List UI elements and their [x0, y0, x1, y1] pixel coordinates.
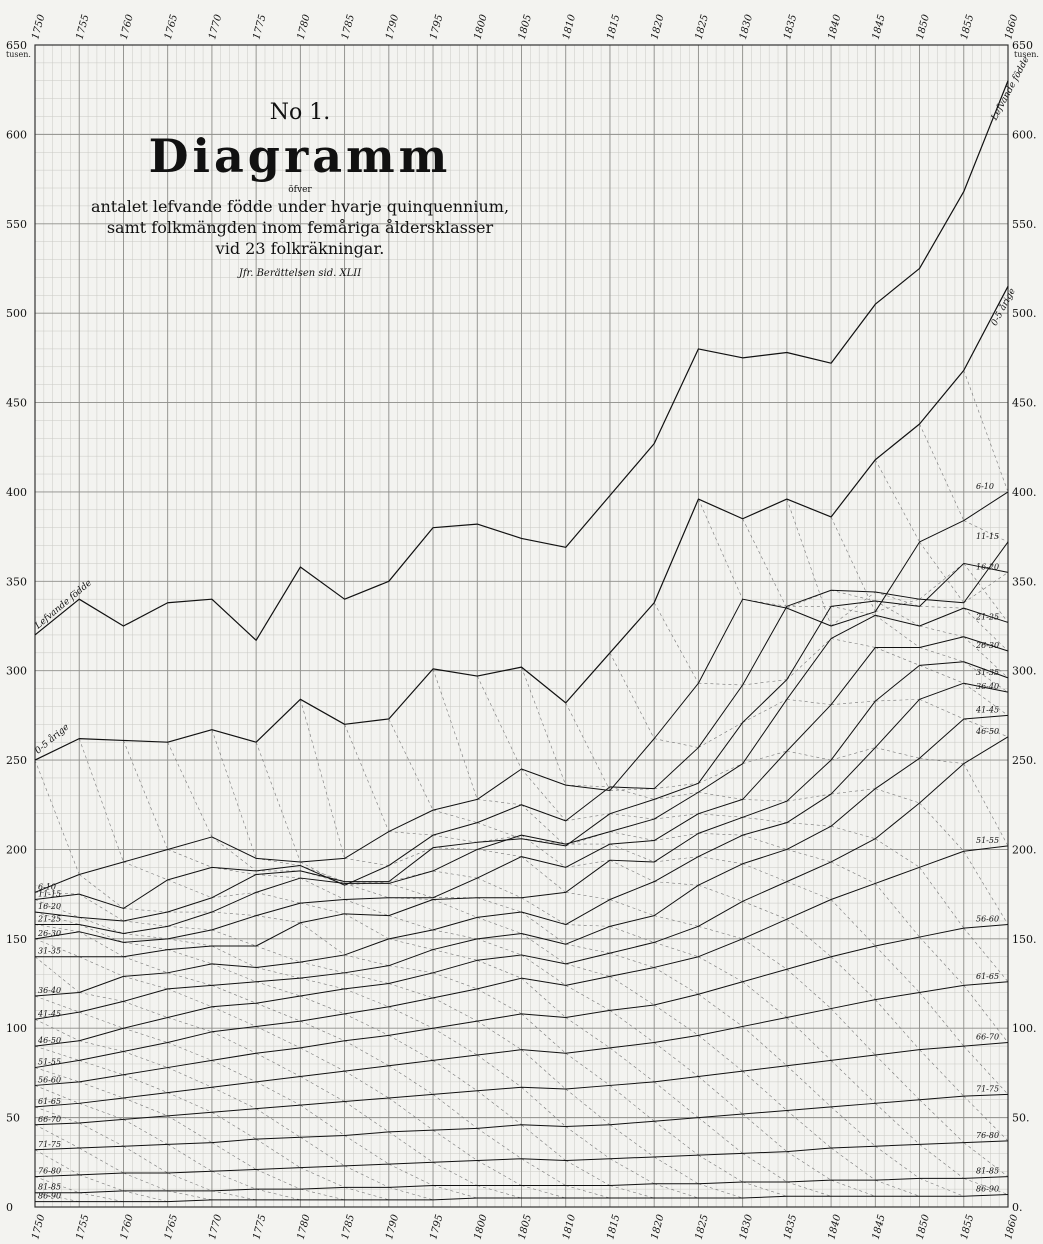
- series-label-left: 36-40: [38, 986, 62, 996]
- x-tick-label: 1765: [162, 13, 181, 41]
- x-tick-label: 1790: [384, 1213, 402, 1241]
- series-label-right: 21-25: [976, 612, 1000, 622]
- x-tick-label: 1795: [428, 13, 446, 41]
- series-label-left: 86-90: [38, 1191, 62, 1201]
- diagram-title: Diagramm: [148, 129, 452, 183]
- y-tick-label: 200: [6, 843, 27, 857]
- y-tick-label: 350.: [1012, 575, 1037, 589]
- y-tick-label: 400: [6, 485, 27, 499]
- x-tick-label: 1840: [826, 13, 844, 41]
- y-tick-label: 0.: [1012, 1201, 1023, 1214]
- y-tick-label: 150.: [1012, 932, 1037, 946]
- series-label-right: 81-85: [976, 1166, 1000, 1176]
- x-tick-label: 1805: [516, 1213, 534, 1241]
- series-label-left: 6-10: [38, 882, 56, 892]
- series-label-left: 26-30: [38, 928, 62, 938]
- series-label-right: 61-65: [976, 971, 1000, 981]
- series-label-left: 71-75: [38, 1139, 62, 1149]
- x-tick-label: 1850: [914, 1213, 933, 1241]
- x-tick-label: 1805: [516, 13, 534, 41]
- x-tick-label: 1820: [649, 13, 667, 41]
- x-tick-label: 1825: [693, 1213, 711, 1241]
- reference-note: Jfr. Berättelsen sid. XLII: [238, 268, 362, 279]
- subtitle-line-3: vid 23 folkräkningar.: [215, 239, 385, 258]
- series-label-left: 76-80: [38, 1166, 62, 1176]
- series-label-right: 41-45: [976, 705, 1000, 715]
- y-tick-label: 300.: [1012, 664, 1037, 678]
- series-label-right: 36-40: [976, 682, 1000, 692]
- x-tick-label: 1830: [737, 1213, 756, 1241]
- y-tick-label: 150: [6, 932, 27, 946]
- series-label-right: 11-15: [976, 531, 1000, 541]
- x-tick-label: 1845: [870, 13, 888, 41]
- x-tick-label: 1840: [826, 1213, 844, 1241]
- x-tick-label: 1760: [118, 13, 136, 41]
- x-tick-label: 1770: [207, 13, 225, 41]
- y-tick-label: 650: [6, 39, 27, 52]
- series-label-right: 76-80: [976, 1130, 1000, 1140]
- title-ofver: öfver: [288, 185, 312, 195]
- series-label-left: 21-25: [38, 914, 62, 924]
- series-label-left: 31-35: [38, 946, 62, 956]
- series-label-right: 6-10: [976, 481, 994, 491]
- y-tick-label: 450: [6, 396, 27, 410]
- subtitle-line-2: samt folkmängden inom femåriga åldersklasser: [106, 218, 494, 237]
- y-tick-label: 650: [1012, 39, 1033, 52]
- x-tick-label: 1820: [649, 1213, 667, 1241]
- x-tick-label: 1855: [959, 1213, 977, 1241]
- x-tick-label: 1800: [472, 1213, 490, 1241]
- x-tick-label: 1775: [251, 13, 269, 41]
- x-tick-label: 1790: [384, 13, 402, 41]
- x-tick-label: 1755: [74, 1213, 92, 1241]
- series-label-left: 0-5 årige: [33, 722, 72, 757]
- series-label-left: 61-65: [38, 1096, 62, 1106]
- series-label-left: 51-55: [38, 1057, 62, 1067]
- x-tick-label: 1750: [30, 1213, 48, 1241]
- y-tick-label: 550.: [1012, 217, 1037, 231]
- y-tick-label: 100: [6, 1022, 27, 1036]
- series-label-left: 56-60: [38, 1075, 62, 1085]
- y-tick-label: 350: [6, 575, 27, 589]
- x-tick-label: 1800: [472, 13, 490, 41]
- diagram-number: No 1.: [269, 100, 331, 125]
- series-label-right: 46-50: [976, 726, 1000, 736]
- y-tick-label: 400.: [1012, 485, 1037, 499]
- x-tick-label: 1780: [295, 13, 313, 41]
- y-tick-label: 600: [6, 128, 27, 142]
- x-tick-label: 1765: [162, 1213, 181, 1241]
- x-tick-label: 1750: [30, 13, 48, 41]
- y-tick-label: 50: [6, 1111, 20, 1125]
- y-tick-label: 500.: [1012, 307, 1037, 321]
- y-tick-label: 100.: [1012, 1022, 1037, 1036]
- series-label-left: 41-45: [38, 1009, 62, 1019]
- x-tick-label: 1850: [914, 13, 933, 41]
- y-tick-label: 300: [6, 664, 27, 678]
- x-tick-label: 1755: [74, 13, 92, 41]
- x-tick-label: 1845: [870, 1213, 888, 1241]
- x-tick-label: 1775: [251, 1213, 269, 1241]
- y-tick-label: 250.: [1012, 754, 1037, 768]
- x-tick-label: 1835: [782, 1213, 800, 1241]
- x-tick-label: 1830: [737, 13, 756, 41]
- series-label-left: 16-20: [38, 902, 62, 912]
- x-tick-label: 1780: [295, 1213, 313, 1241]
- x-tick-label: 1785: [339, 1213, 358, 1241]
- x-tick-label: 1760: [118, 1213, 136, 1241]
- y-tick-label: 50.: [1012, 1111, 1030, 1125]
- title-block: [60, 100, 540, 279]
- series-label-right: 51-55: [976, 835, 1000, 845]
- y-tick-label: 450.: [1012, 396, 1037, 410]
- y-unit-right: tusen.: [1014, 50, 1039, 59]
- series-label-right: Lefvande födde: [989, 55, 1032, 123]
- x-tick-label: 1860: [1003, 1213, 1021, 1241]
- y-tick-label: 200.: [1012, 843, 1037, 857]
- series-label-left: 66-70: [38, 1114, 62, 1124]
- series-label-right: 71-75: [976, 1084, 1000, 1094]
- y-tick-label: 600.: [1012, 128, 1037, 142]
- y-tick-label: 500: [6, 307, 27, 321]
- y-tick-label: 550: [6, 217, 27, 231]
- x-tick-label: 1770: [207, 1213, 225, 1241]
- x-tick-label: 1815: [605, 13, 623, 41]
- series-label-right: 86-90: [976, 1184, 1000, 1194]
- x-tick-label: 1815: [605, 1213, 623, 1241]
- x-tick-label: 1785: [339, 13, 358, 41]
- series-label-left: 81-85: [38, 1182, 62, 1192]
- series-label-right: 26-30: [976, 641, 1000, 651]
- series-label-right: 16-20: [976, 562, 1000, 572]
- series-label-right: 56-60: [976, 914, 1000, 924]
- subtitle-line-1: antalet lefvande födde under hvarje quinquennium,: [90, 197, 510, 216]
- x-tick-label: 1855: [959, 13, 977, 41]
- series-label-right: 66-70: [976, 1032, 1000, 1042]
- y-tick-label: 250: [6, 754, 27, 768]
- series-label-left: 11-15: [38, 889, 62, 899]
- series-label-right: 0-5 årige: [989, 286, 1018, 328]
- x-tick-label: 1825: [693, 13, 711, 41]
- series-label-left: Lefvande födde: [33, 578, 94, 632]
- series-label-right: 31-35: [976, 667, 1000, 677]
- x-tick-label: 1835: [782, 13, 800, 41]
- x-tick-label: 1860: [1003, 13, 1021, 41]
- x-tick-label: 1810: [560, 1213, 579, 1241]
- x-tick-label: 1795: [428, 1213, 446, 1241]
- series-label-left: 46-50: [38, 1036, 62, 1046]
- x-tick-label: 1810: [560, 13, 579, 41]
- y-unit-left: tusen.: [6, 50, 31, 59]
- y-tick-label: 0: [6, 1201, 13, 1214]
